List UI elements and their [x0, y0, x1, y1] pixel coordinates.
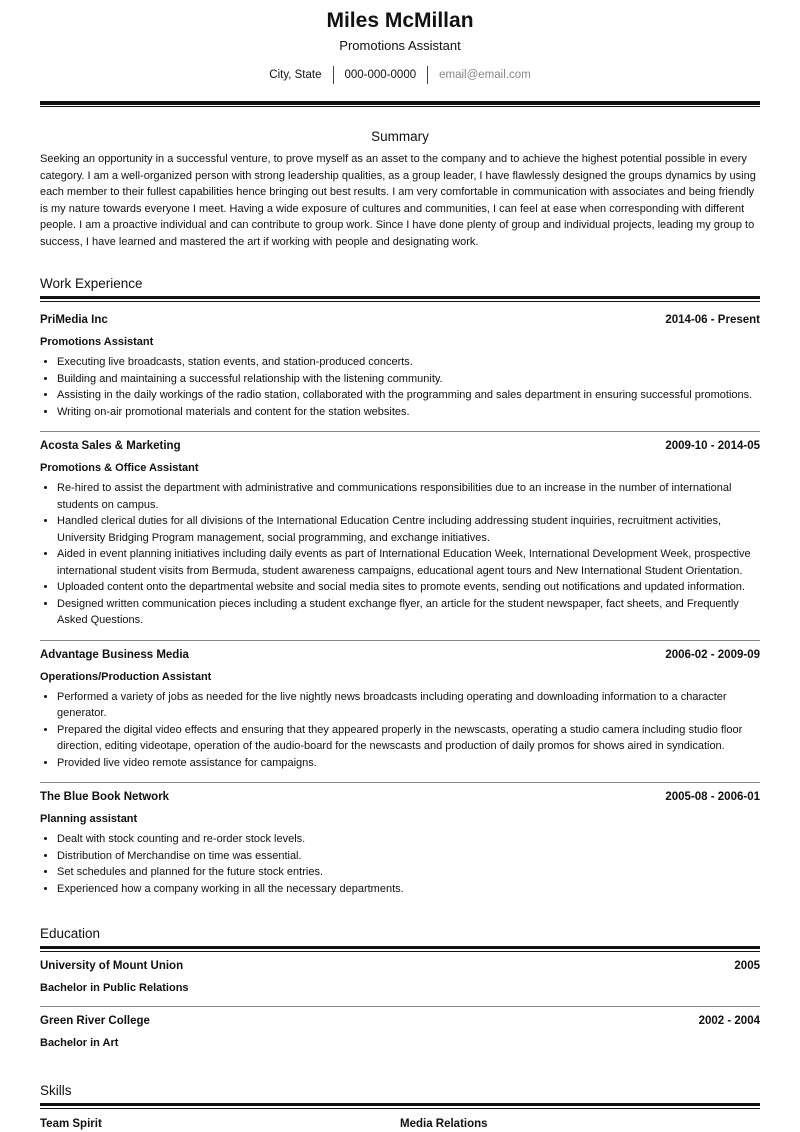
work-section-title: Work Experience — [40, 276, 143, 291]
skills-row — [40, 1116, 760, 1132]
work-entry — [40, 789, 760, 897]
skill-item: Team Spirit — [40, 1118, 102, 1130]
bullet-item: • Set schedules and planned for the future stock entries. — [57, 864, 760, 881]
position-title: Planning assistant — [40, 813, 138, 825]
position-title: Promotions & Office Assistant — [40, 462, 199, 474]
entry-divider — [40, 431, 760, 432]
bullet-item: • Uploaded content onto the departmental website and social media sites to promote events, sending out notifications and updated information. — [57, 579, 760, 596]
section-rule — [40, 1108, 760, 1109]
candidate-name: Miles McMillan — [326, 9, 474, 32]
bullet-item: • Designed written communication pieces including a student exchange flyer, an article for the student newspaper, fact sheets, and Frequently Asked Questions. — [57, 596, 760, 629]
bullet-item: • Building and maintaining a successful relationship with the listening community. — [57, 371, 760, 388]
summary-title: Summary — [371, 129, 429, 144]
work-entry — [40, 438, 760, 629]
entry-divider — [40, 1006, 760, 1007]
bullet-list — [40, 480, 760, 629]
skills-section-title: Skills — [40, 1083, 72, 1098]
work-entry — [40, 647, 760, 772]
bullet-item: • Dealt with stock counting and re-order stock levels. — [57, 831, 760, 848]
bullet-item: • Distribution of Merchandise on time was essential. — [57, 848, 760, 865]
education-section-title: Education — [40, 926, 101, 941]
section-rule — [40, 1103, 760, 1106]
bullet-item: • Prepared the digital video effects and ensuring that they appeared properly in the newscasts, operating a studio camera including studio floor direction, editing videotape, operation of the audio-board for the newscasts and production of daily promos for shows aired in syndication. — [57, 722, 760, 755]
candidate-role: Promotions Assistant — [339, 38, 461, 53]
skills-section — [40, 1082, 760, 1132]
company-name: PriMedia Inc — [40, 314, 108, 326]
company-name: Advantage Business Media — [40, 648, 189, 661]
work-dates: 2009-10 - 2014-05 — [665, 440, 760, 452]
education-section — [40, 925, 760, 1051]
section-rule — [40, 296, 760, 299]
bullet-item: • Re-hired to assist the department with administrative and communications responsibilities due to an increase in the number of international students on campus. — [57, 480, 760, 513]
work-section — [40, 275, 760, 897]
work-entry — [40, 312, 760, 420]
bullet-item: • Executing live broadcasts, station events, and station-produced concerts. — [57, 354, 760, 371]
work-dates: 2006-02 - 2009-09 — [665, 648, 760, 661]
header-rule-heavy — [40, 101, 760, 105]
degree-title: Bachelor in Art — [40, 1037, 119, 1049]
section-rule — [40, 301, 760, 302]
education-dates: 2005 — [734, 960, 760, 972]
bullet-item: • Handled clerical duties for all divisions of the International Education Centre including addressing student inquiries, recruitment activities, University Bridging Program management, social programming, and exchange initiatives. — [57, 513, 760, 546]
school-name: University of Mount Union — [40, 960, 184, 972]
phone-text: 000-000-0000 — [344, 69, 417, 81]
company-name: Acosta Sales & Marketing — [40, 440, 181, 452]
education-dates: 2002 - 2004 — [698, 1015, 760, 1027]
bullet-item: • Performed a variety of jobs as needed for the live nightly news broadcasts including operating and downloading information to a character generator. — [57, 689, 760, 722]
skill-item: Media Relations — [400, 1118, 488, 1130]
resume-page — [40, 0, 760, 1132]
section-rule — [40, 951, 760, 952]
bullet-item: • Provided live video remote assistance for campaigns. — [57, 755, 760, 772]
bullet-item: • Experienced how a company working in all the necessary departments. — [57, 881, 760, 898]
position-title: Promotions Assistant — [40, 336, 154, 348]
education-entry — [40, 958, 760, 996]
degree-title: Bachelor in Public Relations — [40, 982, 189, 994]
email-link[interactable]: email@email.com — [439, 69, 531, 81]
section-rule — [40, 946, 760, 949]
entry-divider — [40, 782, 760, 783]
school-name: Green River College — [40, 1015, 150, 1027]
position-title: Operations/Production Assistant — [40, 670, 212, 683]
summary-text: Seeking an opportunity in a successful venture, to prove myself as an asset to the company and to achieve the highest potential possible in every category. I am a well-organized person with strong leadership qualities, as a group leader, I have flawlessly designed the groups dynamics by using each member to their fullest capabilities hence bringing out best results. I am very comfortable in communication with associates and being friendly is my nature towards everyone I meet. Having a wide exposure of cultures and communities, I can feel at ease when corresponding with different people. I am a proactive individual and can contribute to group work. Since I have done plenty of group and individual projects, leading my group to success, I have learned and mastered the art if working with people and designating work. — [40, 153, 756, 248]
location-text: City, State — [269, 69, 322, 81]
entry-divider — [40, 640, 760, 641]
bullet-list — [40, 689, 760, 772]
education-entry — [40, 1013, 760, 1051]
work-dates: 2014-06 - Present — [665, 314, 760, 326]
work-dates: 2005-08 - 2006-01 — [665, 791, 760, 803]
contact-line — [40, 66, 760, 84]
bullet-list — [40, 354, 760, 420]
bullet-item: • Writing on-air promotional materials and content for the station websites. — [57, 404, 760, 421]
header-rule-thin — [40, 106, 760, 107]
bullet-item: • Assisting in the daily workings of the radio station, collaborated with the programming and sales department in ensuring successful promotions. — [57, 387, 760, 404]
bullet-list — [40, 831, 760, 897]
company-name: The Blue Book Network — [40, 791, 170, 803]
bullet-item: • Aided in event planning initiatives including daily events as part of International Education Week, International Development Week, prospective international student visits from Bermuda, student awareness campaigns, educational agent tours and New International Student Orientation. — [57, 546, 760, 579]
